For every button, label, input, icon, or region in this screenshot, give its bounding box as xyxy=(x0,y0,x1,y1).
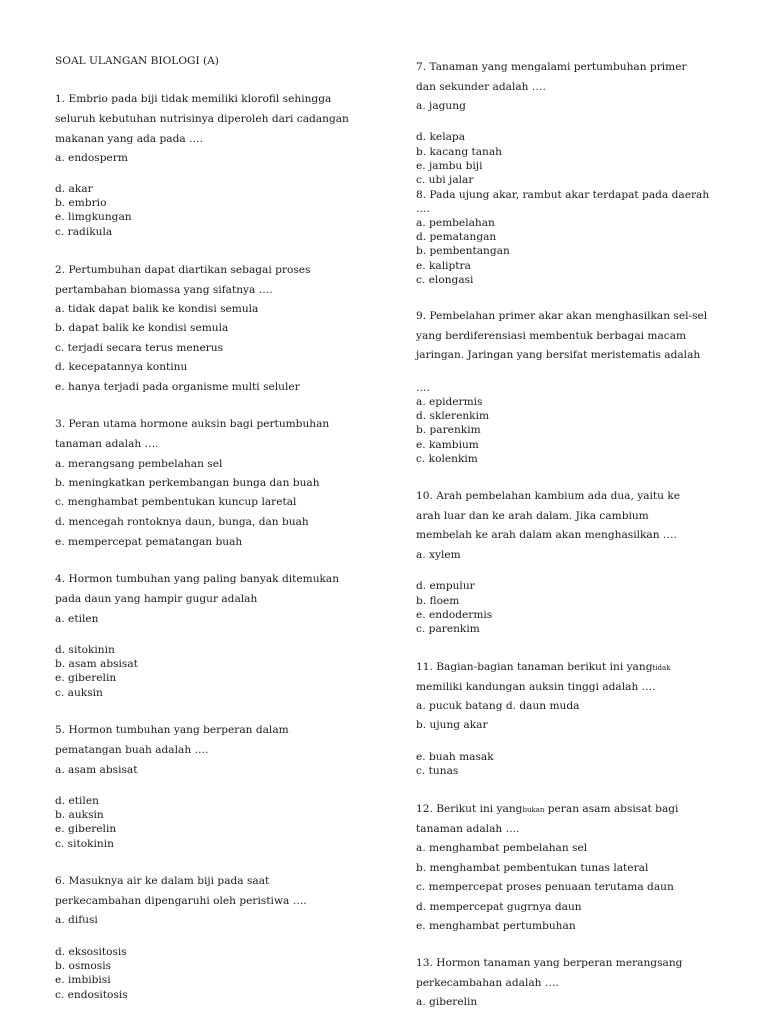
question-text: perkecambahan dipengaruhi oleh peristiwa …. xyxy=(55,895,307,907)
answer-option: a. etilen xyxy=(55,613,99,625)
answer-option: a. tidak dapat balik ke kondisi semula xyxy=(55,303,259,315)
question-text: …. xyxy=(416,203,430,215)
answer-option: d. empulur xyxy=(416,580,475,592)
question-text: 10. Arah pembelahan kambium ada dua, yaitu ke xyxy=(416,490,681,502)
question-text: jaringan. Jaringan yang bersifat meristematis adalah xyxy=(416,349,701,361)
answer-option: a. jagung xyxy=(416,100,466,112)
answer-option: d. mempercepat gugrnya daun xyxy=(416,901,582,913)
question-text xyxy=(416,661,670,675)
answer-option: d. eksositosis xyxy=(55,946,127,958)
question-text: perkecambahan adalah …. xyxy=(416,977,559,989)
question-text: seluruh kebutuhan nutrisinya diperoleh dari cadangan xyxy=(55,113,349,125)
answer-option: a. xylem xyxy=(416,549,461,561)
answer-option: e. limgkungan xyxy=(55,211,132,223)
answer-option: b. pembentangan xyxy=(416,245,510,257)
answer-option: a. difusi xyxy=(55,914,98,926)
answer-option: a. pembelahan xyxy=(416,217,495,229)
answer-option: c. sitokinin xyxy=(55,838,114,850)
answer-option: a. menghambat pembelahan sel xyxy=(416,842,588,854)
question-text: 2. Pertumbuhan dapat diartikan sebagai proses xyxy=(55,264,311,276)
answer-option: c. terjadi secara terus menerus xyxy=(55,342,224,354)
answer-option: e. hanya terjadi pada organisme multi seluler xyxy=(55,381,300,393)
answer-option: e. kambium xyxy=(416,439,479,451)
question-text: 9. Pembelahan primer akar akan menghasilkan sel-sel xyxy=(416,310,708,322)
question-text: 3. Peran utama hormone auksin bagi pertumbuhan xyxy=(55,418,330,430)
answer-option: b. meningkatkan perkembangan bunga dan buah xyxy=(55,477,320,489)
answer-option: c. parenkim xyxy=(416,623,480,635)
answer-option: a. endosperm xyxy=(55,152,128,164)
question-text: arah luar dan ke arah dalam. Jika cambium xyxy=(416,510,649,522)
question-text: 1. Embrio pada biji tidak memiliki klorofil sehingga xyxy=(55,93,332,105)
answer-option: e. jambu biji xyxy=(416,160,483,172)
answer-option: d. pematangan xyxy=(416,231,497,243)
answer-option: d. akar xyxy=(55,183,93,195)
answer-option: b. embrio xyxy=(55,197,107,209)
question-text: memiliki kandungan auksin tinggi adalah …. xyxy=(416,681,656,693)
answer-option: b. parenkim xyxy=(416,424,481,436)
answer-option: d. mencegah rontoknya daun, bunga, dan buah xyxy=(55,516,309,528)
answer-option: a. merangsang pembelahan sel xyxy=(55,458,223,470)
answer-option: b. floem xyxy=(416,595,460,607)
answer-option: e. endodermis xyxy=(416,609,493,621)
answer-option: e. kaliptra xyxy=(416,260,471,272)
question-text: pertambahan biomassa yang sifatnya …. xyxy=(55,284,273,296)
answer-option: d. etilen xyxy=(55,795,99,807)
answer-option: b. ujung akar xyxy=(416,719,488,731)
question-text: dan sekunder adalah …. xyxy=(416,81,546,93)
answer-option: b. menghambat pembentukan tunas lateral xyxy=(416,862,649,874)
answer-option: c. kolenkim xyxy=(416,453,478,465)
question-text xyxy=(416,803,678,817)
answer-option: e. buah masak xyxy=(416,751,494,763)
answer-option: b. asam absisat xyxy=(55,658,138,670)
answer-option: c. endositosis xyxy=(55,989,128,1001)
question-text: tanaman adalah …. xyxy=(55,438,159,450)
answer-option: c. menghambat pembentukan kuncup laretal xyxy=(55,496,297,508)
question-text: 8. Pada ujung akar, rambut akar terdapat pada daerah xyxy=(416,189,710,201)
answer-option: c. radikula xyxy=(55,226,113,238)
question-text: 6. Masuknya air ke dalam biji pada saat xyxy=(55,875,270,887)
answer-option: e. giberelin xyxy=(55,672,117,684)
answer-option: e. giberelin xyxy=(55,823,117,835)
question-text: 5. Hormon tumbuhan yang berperan dalam xyxy=(55,724,289,736)
document-title: SOAL ULANGAN BIOLOGI (A) xyxy=(55,55,219,67)
question-text: makanan yang ada pada …. xyxy=(55,133,204,145)
emphasis-word: bukan xyxy=(522,806,545,814)
question-text-part: 12. Berikut ini yang xyxy=(416,803,523,815)
question-text: …. xyxy=(416,382,430,394)
emphasis-word: tidak xyxy=(652,664,671,672)
answer-option: a. giberelin xyxy=(416,996,478,1008)
question-text: yang berdiferensiasi membentuk berbagai macam xyxy=(416,330,687,342)
answer-option: c. tunas xyxy=(416,765,459,777)
answer-option: a. pucuk batang d. daun muda xyxy=(416,700,580,712)
answer-option: e. menghambat pertumbuhan xyxy=(416,920,576,932)
answer-option: e. mempercepat pematangan buah xyxy=(55,536,243,548)
question-text: membelah ke arah dalam akan menghasilkan …. xyxy=(416,529,677,541)
answer-option: b. auksin xyxy=(55,809,104,821)
answer-option: d. kelapa xyxy=(416,131,466,143)
question-text: pada daun yang hampir gugur adalah xyxy=(55,593,258,605)
question-text-part: 11. Bagian-bagian tanaman berikut ini yang xyxy=(416,661,653,673)
answer-option: c. ubi jalar xyxy=(416,174,474,186)
answer-option: b. dapat balik ke kondisi semula xyxy=(55,322,229,334)
question-text-part: peran asam absisat bagi xyxy=(544,803,679,815)
question-text: 4. Hormon tumbuhan yang paling banyak ditemukan xyxy=(55,573,340,585)
answer-option: c. elongasi xyxy=(416,274,474,286)
answer-option: d. sklerenkim xyxy=(416,410,490,422)
answer-option: e. imbibisi xyxy=(55,974,111,986)
question-text: pematangan buah adalah …. xyxy=(55,744,209,756)
answer-option: b. osmosis xyxy=(55,960,112,972)
answer-option: a. asam absisat xyxy=(55,764,138,776)
answer-option: b. kacang tanah xyxy=(416,146,503,158)
question-text: 13. Hormon tanaman yang berperan merangsang xyxy=(416,957,683,969)
answer-option: a. epidermis xyxy=(416,396,483,408)
question-text: 7. Tanaman yang mengalami pertumbuhan primer xyxy=(416,61,687,73)
answer-option: d. sitokinin xyxy=(55,644,115,656)
question-text: tanaman adalah …. xyxy=(416,823,520,835)
answer-option: d. kecepatannya kontinu xyxy=(55,361,188,373)
answer-option: c. auksin xyxy=(55,687,103,699)
answer-option: c. mempercepat proses penuaan terutama daun xyxy=(416,881,674,893)
